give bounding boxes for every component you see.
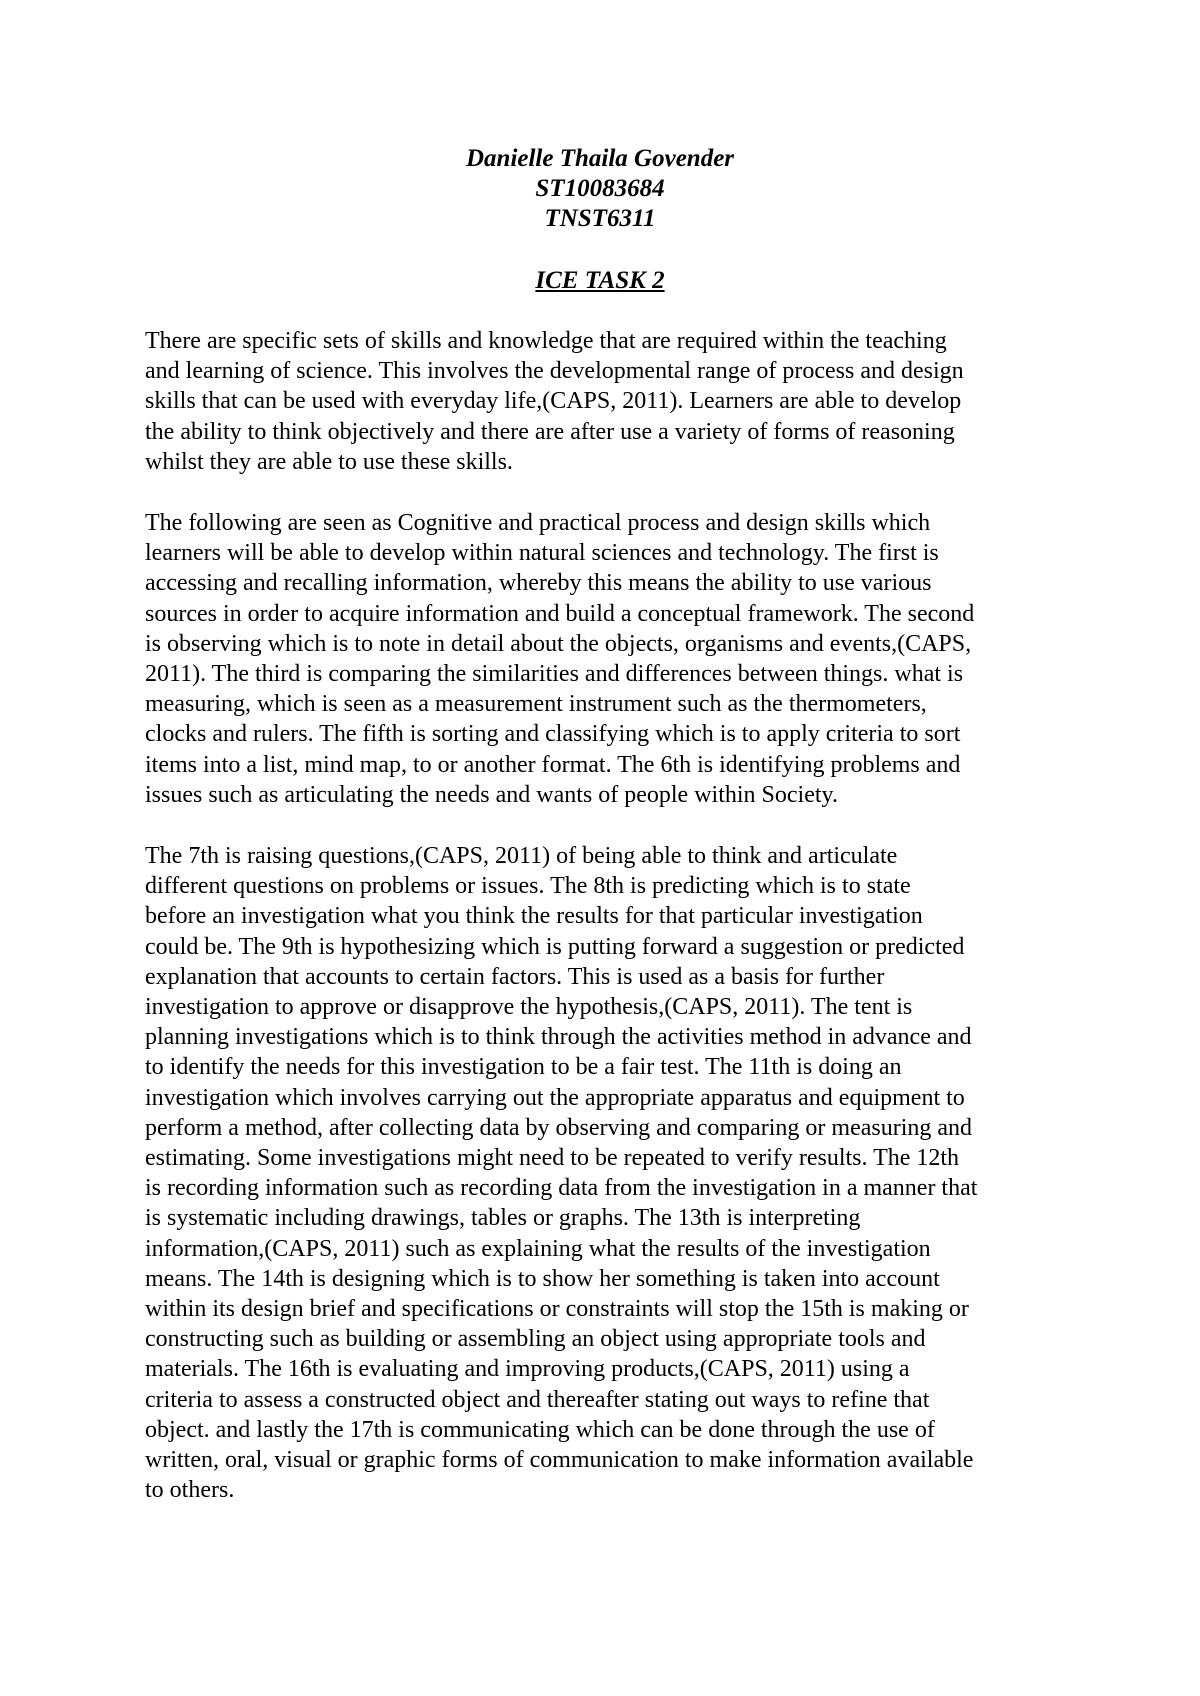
text-line: is observing which is to note in detail about the objects, organisms and events,(CAPS,: [145, 630, 972, 657]
text-line: estimating. Some investigations might need to be repeated to verify results. The 12th: [145, 1145, 960, 1172]
text-line: The 7th is raising questions,(CAPS, 2011) of being able to think and articulate: [145, 843, 898, 869]
paragraph-2: [145, 508, 1075, 810]
text-line: and learning of science. This involves the developmental range of process and design: [145, 358, 964, 385]
text-line: before an investigation what you think the results for that particular investigation: [145, 903, 923, 930]
text-line: learners will be able to develop within natural sciences and technology. The first is: [145, 540, 939, 567]
author-name: Danielle Thaila Govender: [465, 145, 735, 172]
text-line: skills that can be used with everyday life,(CAPS, 2011). Learners are able to develop: [145, 388, 962, 415]
text-line: means. The 14th is designing which is to show her something is taken into account: [145, 1265, 940, 1292]
text-line: could be. The 9th is hypothesizing which is putting forward a suggestion or predicted: [145, 933, 965, 960]
text-line: information,(CAPS, 2011) such as explaining what the results of the investigation: [145, 1235, 931, 1262]
text-line: planning investigations which is to think through the activities method in advance and: [145, 1024, 972, 1051]
text-line: measuring, which is seen as a measurement instrument such as the thermometers,: [145, 691, 927, 718]
text-line: perform a method, after collecting data by observing and comparing or measuring and: [145, 1114, 973, 1141]
text-line: written, oral, visual or graphic forms of communication to make information available: [145, 1447, 974, 1474]
text-line: within its design brief and specifications or constraints will stop the 15th is making or: [145, 1296, 969, 1323]
text-line: different questions on problems or issues. The 8th is predicting which is to state: [145, 873, 911, 900]
text-line: materials. The 16th is evaluating and improving products,(CAPS, 2011) using a: [145, 1356, 910, 1383]
text-line: is recording information such as recording data from the investigation in a manner that: [145, 1175, 978, 1202]
paragraph-3: [145, 841, 1075, 1505]
text-line: sources in order to acquire information and build a conceptual framework. The second: [145, 600, 975, 627]
student-number: ST10083684: [535, 175, 665, 202]
document-header: [0, 144, 1200, 234]
text-line: issues such as articulating the needs and wants of people within Society.: [145, 781, 838, 808]
text-line: investigation to approve or disapprove the hypothesis,(CAPS, 2011). The tent is: [145, 994, 913, 1021]
text-line: object. and lastly the 17th is communicating which can be done through the use of: [145, 1416, 935, 1443]
text-line: 2011). The third is comparing the similarities and differences between things. what is: [145, 661, 964, 688]
text-line: criteria to assess a constructed object and thereafter stating out ways to refine that: [145, 1386, 930, 1413]
paragraph-1: [145, 326, 1075, 477]
text-line: clocks and rulers. The fifth is sorting and classifying which is to apply criteria to sort: [145, 721, 961, 748]
text-line: The following are seen as Cognitive and practical process and design skills which: [145, 510, 931, 536]
text-line: explanation that accounts to certain factors. This is used as a basis for further: [145, 963, 885, 990]
text-line: items into a list, mind map, to or another format. The 6th is identifying problems and: [145, 751, 961, 778]
text-line: accessing and recalling information, whereby this means the ability to use various: [145, 570, 932, 597]
document-title: ICE TASK 2: [535, 267, 665, 294]
text-line: There are specific sets of skills and knowledge that are required within the teaching: [145, 328, 947, 354]
text-line: the ability to think objectively and there are after use a variety of forms of reasoning: [145, 418, 955, 445]
text-line: investigation which involves carrying out the appropriate apparatus and equipment to: [145, 1084, 965, 1111]
text-line: to identify the needs for this investigation to be a fair test. The 11th is doing an: [145, 1054, 902, 1081]
text-line: to others.: [145, 1477, 235, 1504]
text-line: whilst they are able to use these skills.: [145, 448, 513, 475]
module-code: TNST6311: [544, 205, 656, 232]
text-line: is systematic including drawings, tables or graphs. The 13th is interpreting: [145, 1205, 861, 1232]
text-line: constructing such as building or assembling an object using appropriate tools and: [145, 1326, 926, 1353]
